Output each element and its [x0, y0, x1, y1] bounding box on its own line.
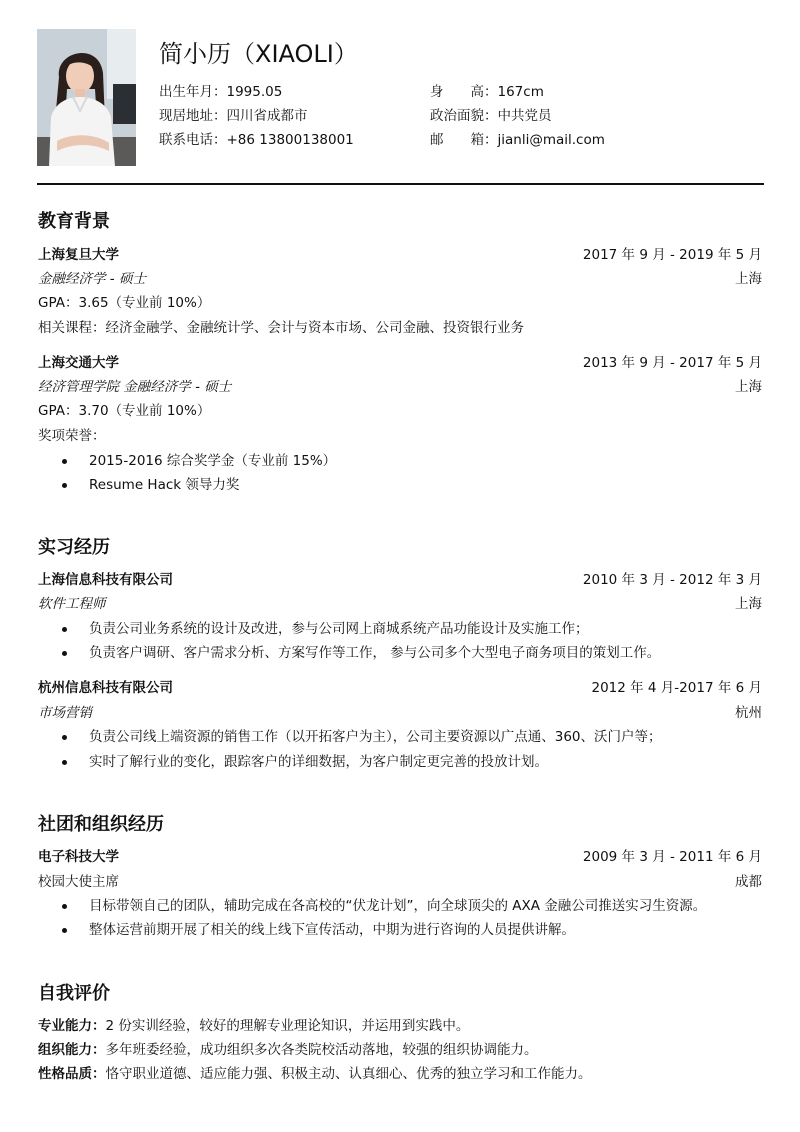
birth-value: 1995.05: [226, 84, 283, 100]
bullet-icon: [62, 651, 67, 656]
list-item: [38, 451, 762, 471]
date-range: 2012 年 4 月-2017 年 6 月: [591, 680, 762, 696]
job-role: 软件工程师: [38, 596, 106, 612]
height-value: 167cm: [497, 84, 544, 100]
birth-label: 出生年月：: [159, 84, 227, 100]
gpa: GPA：3.65（专业前 10%）: [38, 295, 211, 311]
duty-text: 负责客户调研、客户需求分析、方案写作等工作， 参与公司多个大型电子商务项目的策划工作。: [89, 645, 661, 661]
self-eval-text: 2 份实训经验，较好的理解专业理论知识，并运用到实践中。: [105, 1018, 470, 1034]
self-eval-text: 多年班委经验，成功组织多次各类院校活动落地，较强的组织协调能力。: [105, 1042, 538, 1058]
duty-text: 实时了解行业的变化，跟踪客户的详细数据，为客户制定更完善的投放计划。: [89, 754, 548, 770]
self-eval-item: [38, 1040, 538, 1060]
internship-section-title: 实习经历: [38, 537, 110, 558]
list-item: [38, 643, 762, 663]
date-range: 2013 年 9 月 - 2017 年 5 月: [582, 355, 762, 371]
list-item: [38, 727, 762, 747]
job-role: 市场营销: [38, 705, 92, 721]
list-item: [38, 896, 762, 916]
self-eval-label: 专业能力：: [38, 1018, 106, 1034]
self-eval-item: [38, 1064, 592, 1084]
duty-text: 负责公司线上端资源的销售工作（以开拓客户为主），公司主要资源以广点通、360、沃门户等；: [89, 729, 662, 745]
bullet-icon: [62, 904, 67, 909]
list-item: [38, 752, 762, 772]
height-info: [430, 83, 544, 101]
city: 杭州: [735, 705, 762, 721]
address-label: 现居地址：: [159, 108, 227, 124]
self-eval-text: 恪守职业道德、适应能力强、积极主动、认真细心、优秀的独立学习和工作能力。: [105, 1066, 592, 1082]
club-item-header: [38, 847, 762, 867]
bullet-icon: [62, 760, 67, 765]
birth-info: [159, 83, 282, 101]
activity-text: 目标带领自己的团队，辅助完成在各高校的“伏龙计划”，向全球顶尖的 AXA 金融公司推送实习生资源。: [89, 898, 707, 914]
politics-value: 中共党员: [497, 108, 552, 124]
company-name: 上海信息科技有限公司: [38, 572, 173, 588]
address-info: [159, 107, 308, 125]
date-range: 2009 年 3 月 - 2011 年 6 月: [582, 849, 762, 865]
phone-info: [159, 131, 354, 149]
bullet-icon: [62, 735, 67, 740]
award-text: Resume Hack 领导力奖: [89, 477, 240, 493]
email-value: jianli@mail.com: [497, 132, 605, 148]
school-name: 上海复旦大学: [38, 247, 119, 263]
profile-photo: [37, 29, 136, 166]
phone-value: +86 13800138001: [226, 132, 354, 148]
duty-text: 负责公司业务系统的设计及改进，参与公司网上商城系统产品功能设计及实施工作；: [89, 621, 589, 637]
address-value: 四川省成都市: [226, 108, 308, 124]
school-name: 上海交通大学: [38, 355, 119, 371]
major: 金融经济学 - 硕士: [38, 271, 146, 287]
bullet-icon: [62, 459, 67, 464]
height-label: 身 高：: [430, 84, 498, 100]
education-section-title: 教育背景: [38, 211, 110, 232]
gpa: GPA：3.70（专业前 10%）: [38, 403, 211, 419]
self-eval-item: [38, 1016, 469, 1036]
activity-text: 整体运营前期开展了相关的线上线下宣传活动，中期为进行咨询的人员提供讲解。: [89, 922, 575, 938]
candidate-name: 简小历（XIAOLI）: [159, 40, 358, 68]
politics-info: [430, 107, 552, 125]
bullet-icon: [62, 483, 67, 488]
email-label: 邮 箱：: [430, 132, 498, 148]
internship-item-1-header: [38, 570, 762, 590]
internship-item-1-sub: [38, 594, 762, 614]
phone-label: 联系电话：: [159, 132, 227, 148]
education-item-2-sub: [38, 377, 762, 397]
major: 经济管理学院 金融经济学 - 硕士: [38, 379, 232, 395]
date-range: 2010 年 3 月 - 2012 年 3 月: [582, 572, 762, 588]
courses: 相关课程：经济金融学、金融统计学、会计与资本市场、公司金融、投资银行业务: [38, 320, 524, 336]
list-item: [38, 619, 762, 639]
internship-item-2-header: [38, 678, 762, 698]
city: 上海: [735, 596, 762, 612]
award-text: 2015-2016 综合奖学金（专业前 15%）: [89, 453, 337, 469]
awards-label: 奖项荣誉：: [38, 428, 106, 444]
email-info: [430, 131, 605, 149]
education-item-1-sub: [38, 269, 762, 289]
date-range: 2017 年 9 月 - 2019 年 5 月: [582, 247, 762, 263]
bullet-icon: [62, 627, 67, 632]
header-divider: [37, 183, 764, 185]
education-item-1-header: [38, 245, 762, 265]
club-item-sub: [38, 872, 762, 892]
org-name: 电子科技大学: [38, 849, 119, 865]
list-item: [38, 475, 762, 495]
internship-item-2-sub: [38, 703, 762, 723]
list-item: [38, 920, 762, 940]
politics-label: 政治面貌：: [430, 108, 498, 124]
club-section-title: 社团和组织经历: [38, 814, 164, 835]
self-eval-label: 组织能力：: [38, 1042, 106, 1058]
self-eval-section-title: 自我评价: [38, 983, 110, 1004]
club-role: 校园大使主席: [38, 874, 119, 890]
bullet-icon: [62, 928, 67, 933]
company-name: 杭州信息科技有限公司: [38, 680, 173, 696]
city: 成都: [735, 874, 762, 890]
city: 上海: [735, 271, 762, 287]
city: 上海: [735, 379, 762, 395]
education-item-2-header: [38, 353, 762, 373]
self-eval-label: 性格品质：: [38, 1066, 106, 1082]
